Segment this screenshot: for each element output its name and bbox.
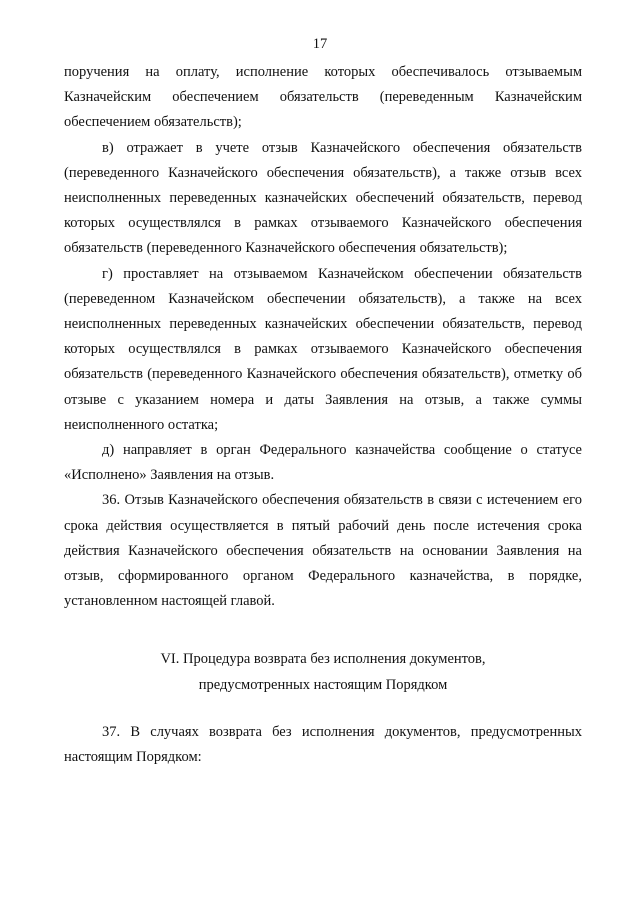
- paragraph-item-d: д) направляет в орган Федерального казначейства сообщение о статусе «Исполнено» Заявления на отзыв.: [64, 442, 582, 484]
- paragraph-item-36: 36. Отзыв Казначейского обеспечения обязательств в связи с истечением его срока действия осуществляется в пятый рабочий день после истечения срока действия Казначейского обеспечения обязательств на основании Заявления на отзыв, сформированного органом Федерального казначейства, в порядке, установленном настоящей главой.: [64, 492, 582, 610]
- section-heading: [64, 646, 582, 698]
- section-heading-line1: VI. Процедура возврата без исполнения документов,: [160, 651, 486, 667]
- paragraph-continuation: поручения на оплату, исполнение которых обеспечивалось отзываемым Казначейским обеспечением обязательств (переведенным Казначейским обеспечением обязательств);: [64, 64, 582, 131]
- section-text: [64, 720, 582, 770]
- paragraph-item-v: в) отражает в учете отзыв Казначейского обеспечения обязательств (переведенного Казначейского обеспечения обязательств), а также отзыв всех неисполненных переведенных казначейских обеспечений обязательств, перевод которых осуществлялся в рамках отзываемого Казначейского обеспечения обязательств (переведенного Казначейского обеспечения обязательств);: [64, 139, 582, 257]
- page-number: 17: [312, 36, 328, 52]
- section-heading-line2: предусмотренных настоящим Порядком: [198, 677, 448, 693]
- body-text: [64, 60, 582, 614]
- paragraph-item-37: 37. В случаях возврата без исполнения документов, предусмотренных настоящим Порядком:: [64, 724, 582, 766]
- paragraph-item-g: г) проставляет на отзываемом Казначейском обеспечении обязательств (переведенном Казначейском обеспечении обязательств), а также на всех неисполненных переведенных казначейских обеспечении обязательств, перевод которых осуществлялся в рамках отзываемого Казначейского обеспечения обязательств (переведенного Казначейского обеспечения обязательств), отметку об отзыве с указанием номера и даты Заявления на отзыв, а также суммы неисполненного остатка;: [64, 265, 582, 433]
